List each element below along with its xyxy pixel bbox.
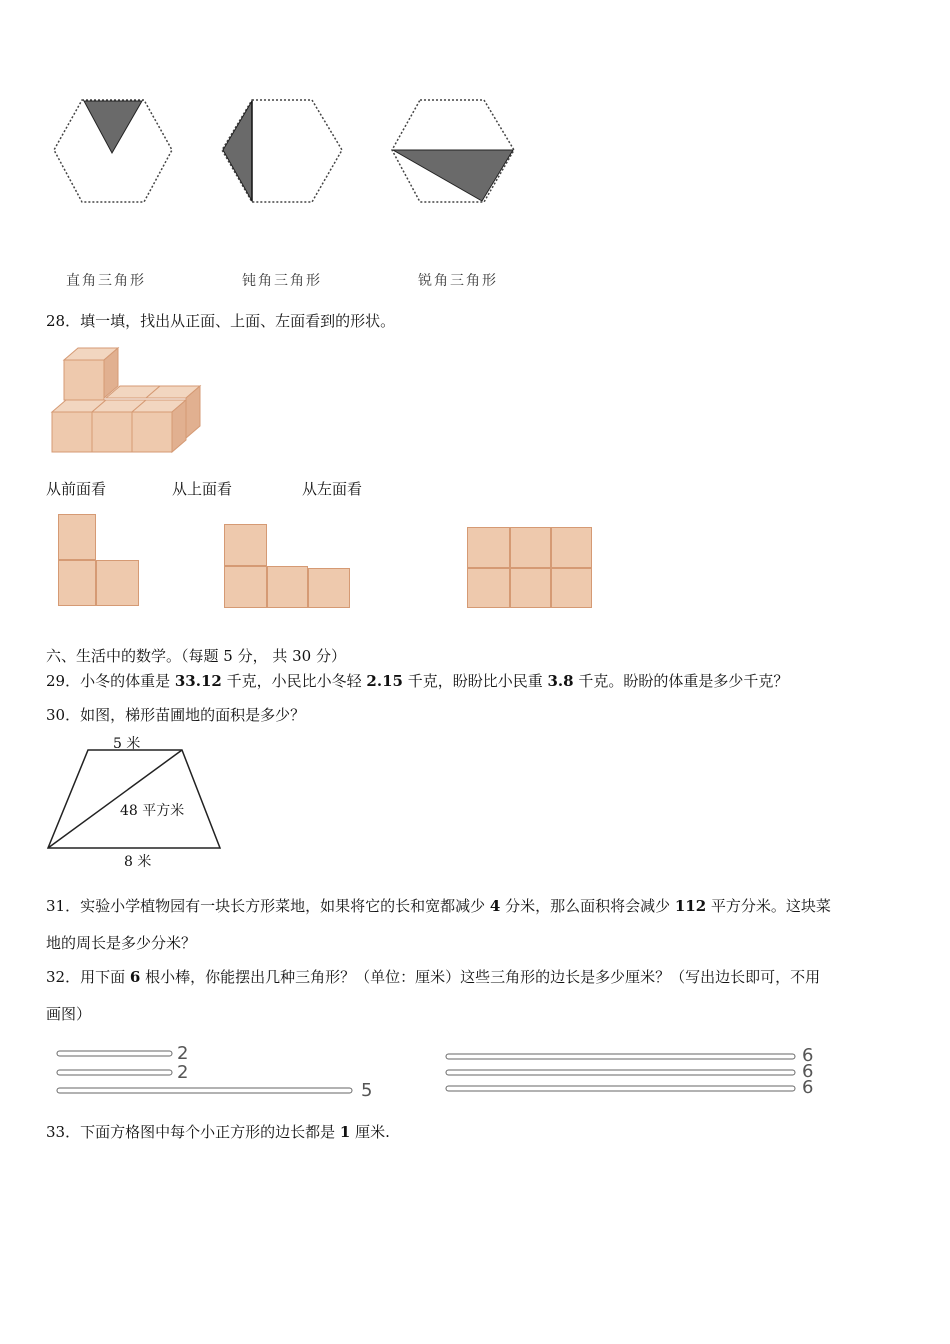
label-right-triangle: 直角三角形 [66, 273, 146, 289]
stick-label: 6 [802, 1045, 814, 1066]
question-28: 28．填一填，找出从正面、上面、左面看到的形状。 [46, 312, 396, 330]
view-square [467, 568, 510, 608]
question-31-line-2: 地的周长是多少分米？ [46, 934, 197, 952]
trapezoid-area-label: 48 平方米 [120, 803, 185, 819]
view-square [58, 560, 96, 606]
text-segment: 千克。盼盼的体重是多少千克？ [573, 672, 789, 690]
stick-label: 6 [802, 1061, 814, 1082]
stick-6cm-b [445, 1069, 797, 1077]
question-30: 30．如图，梯形苗圃地的面积是多少？ [46, 706, 306, 724]
text-segment: 分米，那么面积将会减少 [500, 897, 675, 915]
text-segment: 千克，小民比小冬轻 [221, 672, 367, 690]
trapezoid-bottom-label: 8 米 [124, 854, 152, 870]
label-acute-triangle: 锐角三角形 [418, 273, 498, 289]
question-32-line-1 [46, 966, 820, 988]
view-square [510, 527, 551, 568]
number: 4 [489, 897, 501, 915]
label-left-view: 从左面看 [302, 480, 363, 498]
number: 112 [674, 897, 707, 915]
text-segment: 32．用下面 [46, 968, 130, 986]
question-32-line-2: 画图） [46, 1005, 92, 1023]
view-square [224, 566, 267, 608]
text-segment: 平方分米。这块菜 [706, 897, 831, 915]
section-6-heading: 六、生活中的数学。（每题 5 分， 共 30 分） [46, 647, 346, 665]
view-square [96, 560, 139, 606]
view-square [58, 514, 96, 560]
hexagon-obtuse-triangle-figure [220, 98, 344, 208]
text-segment: 千克，盼盼比小民重 [402, 672, 548, 690]
stick-6cm-a [445, 1053, 797, 1061]
number: 3.8 [547, 672, 574, 690]
text-segment: 33．下面方格图中每个小正方形的边长都是 [46, 1123, 340, 1141]
stick-label: 2 [177, 1062, 189, 1083]
question-29 [46, 670, 788, 692]
hexagon-acute-triangle-figure [390, 98, 516, 208]
label-obtuse-triangle: 钝角三角形 [242, 273, 322, 289]
view-square [551, 568, 592, 608]
stick-5cm [56, 1087, 354, 1095]
cube-stack-figure [50, 346, 206, 456]
text-segment: 31．实验小学植物园有一块长方形菜地，如果将它的长和宽都减少 [46, 897, 490, 915]
number: 6 [129, 968, 141, 986]
number: 33.12 [174, 672, 222, 690]
question-33 [46, 1121, 390, 1143]
question-number: 29． [46, 672, 81, 690]
stick-6cm-c [445, 1085, 797, 1093]
stick-2cm-a [56, 1050, 174, 1058]
stick-2cm-b [56, 1069, 174, 1077]
view-square [308, 568, 350, 608]
stick-label: 6 [802, 1077, 814, 1098]
question-31-line-1 [46, 895, 831, 917]
label-top-view: 从上面看 [172, 480, 233, 498]
label-front-view: 从前面看 [46, 480, 107, 498]
view-square [224, 524, 267, 566]
view-square [467, 527, 510, 568]
text-segment: 厘米. [350, 1123, 390, 1141]
trapezoid-top-label: 5 米 [113, 736, 141, 752]
hexagon-right-triangle-figure [52, 98, 174, 208]
stick-label: 2 [177, 1043, 189, 1064]
stick-label: 5 [361, 1080, 373, 1101]
view-square [551, 527, 592, 568]
number: 2.15 [366, 672, 403, 690]
view-square [267, 566, 308, 608]
text-segment: 根小棒，你能摆出几种三角形？（单位：厘米）这些三角形的边长是多少厘米？（写出边长即可，不用 [140, 968, 821, 986]
number: 1 [339, 1123, 351, 1141]
view-square [510, 568, 551, 608]
text-segment: 小冬的体重是 [80, 672, 175, 690]
